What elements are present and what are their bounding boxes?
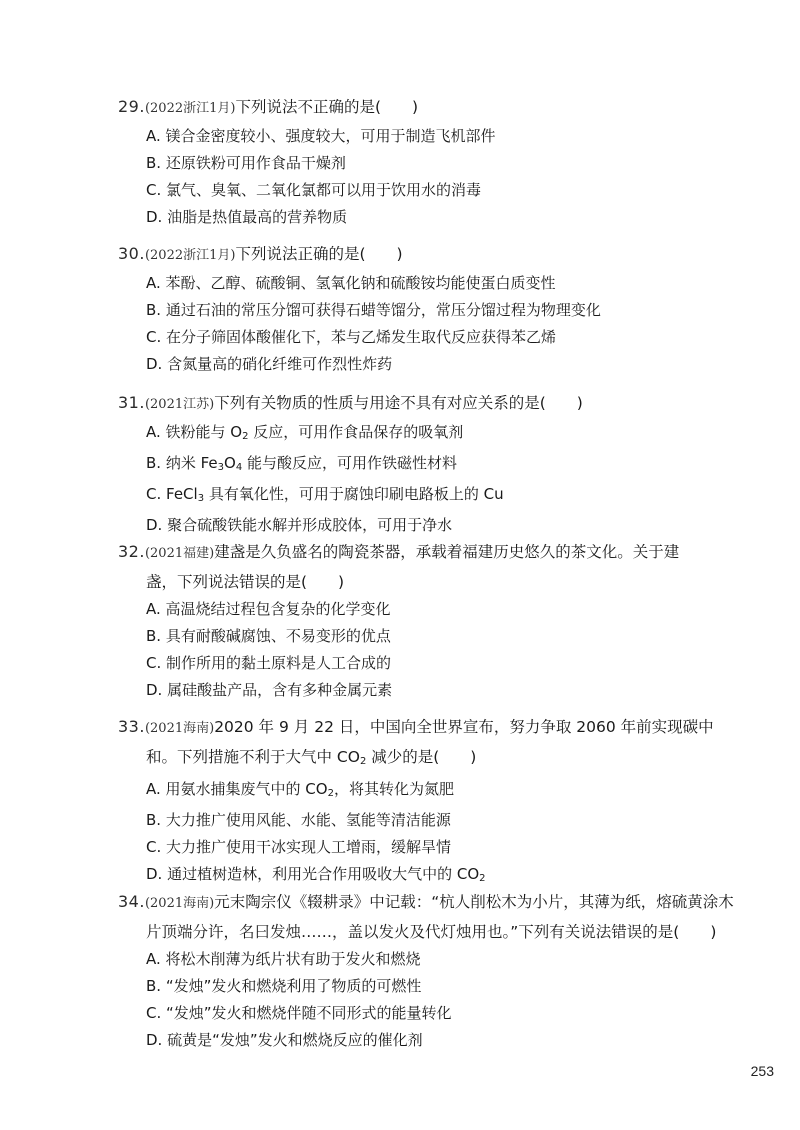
question-stem	[118, 888, 734, 918]
question-stem	[118, 240, 718, 270]
question-number: 32.	[118, 542, 145, 561]
option-c: C. 制作所用的黏土原料是人工合成的	[146, 654, 392, 672]
option-c: C. 在分子筛固体酸催化下，苯与乙烯发生取代反应获得苯乙烯	[146, 328, 557, 346]
option-b: B. 纳米 $Fe_3O_4$ 能与酸反应，可用作铁磁性材料	[146, 454, 457, 473]
question-text-continued: 盏，下列说法错误的是( )	[146, 573, 345, 591]
option-b: B. “发烛”发火和燃烧利用了物质的可燃性	[146, 977, 422, 995]
question-33	[118, 713, 718, 892]
question-text: 下列说法不正确的是( )	[235, 98, 419, 116]
question-32	[118, 538, 718, 704]
question-text: 元末陶宗仪《辍耕录》中记载：“杭人削松木为小片，其薄为纸，熔硫黄涂木	[214, 893, 734, 911]
option-a: A. 苯酚、乙醇、硫酸铜、氢氧化钠和硫酸铵均能使蛋白质变性	[146, 274, 556, 292]
option-b: B. 通过石油的常压分馏可获得石蜡等馏分，常压分馏过程为物理变化	[146, 301, 601, 319]
option-c: C. “发烛”发火和燃烧伴随不同形式的能量转化	[146, 1004, 452, 1022]
option-d: D. 聚合硫酸铁能水解并形成胶体，可用于净水	[146, 516, 453, 534]
option-a: A. 高温烧结过程包含复杂的化学变化	[146, 600, 391, 618]
question-source: (2021海南)	[144, 896, 215, 911]
option-d: D. 含氮量高的硝化纤维可作烈性炸药	[146, 355, 393, 373]
question-text: 下列说法正确的是( )	[235, 245, 403, 263]
question-31	[118, 389, 718, 539]
question-30	[118, 240, 718, 378]
option-d: D. 硫黄是“发烛”发火和燃烧反应的催化剂	[146, 1031, 423, 1049]
question-text: 2020 年 9 月 22 日，中国向全世界宣布，努力争取 2060 年前实现碳中	[214, 718, 714, 736]
question-number: 33.	[118, 717, 145, 736]
question-source: (2021江苏)	[144, 397, 215, 412]
question-text: 建盏是久负盛名的陶瓷茶器，承载着福建历史悠久的茶文化。关于建	[214, 543, 680, 561]
option-c: C. 大力推广使用干冰实现人工增雨，缓解旱情	[146, 838, 452, 856]
question-stem	[118, 389, 718, 419]
question-source: (2022浙江1月)	[144, 248, 236, 263]
question-number: 31.	[118, 393, 145, 412]
question-source: (2021海南)	[144, 721, 215, 736]
question-stem	[118, 538, 718, 568]
question-text: 下列有关物质的性质与用途不具有对应关系的是( )	[214, 394, 583, 412]
question-text-continued: 片顶端分许，名曰发烛……，盖以发火及代灯烛用也。”下列有关说法错误的是( )	[146, 923, 717, 941]
question-text-continued: 和。下列措施不利于大气中 $CO_2$ 减少的是( )	[146, 748, 477, 767]
option-c: C. FeCl$_3$ 具有氧化性，可用于腐蚀印刷电路板上的 Cu	[146, 485, 504, 504]
option-d: D. 属硅酸盐产品，含有多种金属元素	[146, 681, 393, 699]
question-stem	[118, 93, 718, 123]
option-a: A. 将松木削薄为纸片状有助于发火和燃烧	[146, 950, 421, 968]
question-stem	[118, 713, 718, 743]
option-a: A. 镁合金密度较小、强度较大，可用于制造飞机部件	[146, 127, 496, 145]
question-29	[118, 93, 718, 231]
option-b: B. 大力推广使用风能、水能、氢能等清洁能源	[146, 811, 451, 829]
question-number: 34.	[118, 892, 145, 911]
question-34	[118, 888, 734, 1054]
option-a: A. 铁粉能与 $O_2$ 反应，可用作食品保存的吸氧剂	[146, 423, 464, 442]
question-source: (2022浙江1月)	[144, 101, 236, 116]
option-b: B. 具有耐酸碱腐蚀、不易变形的优点	[146, 627, 391, 645]
option-b: B. 还原铁粉可用作食品干燥剂	[146, 154, 346, 172]
option-a: A. 用氨水捕集废气中的 $CO_2$，将其转化为氮肥	[146, 780, 454, 799]
option-d: D. 通过植树造林，利用光合作用吸收大气中的 $CO_2$	[146, 865, 486, 884]
option-c: C. 氯气、臭氧、二氧化氯都可以用于饮用水的消毒	[146, 181, 482, 199]
page-number: 253	[750, 1063, 774, 1079]
option-d: D. 油脂是热值最高的营养物质	[146, 208, 348, 226]
question-number: 30.	[118, 244, 145, 263]
question-number: 29.	[118, 97, 145, 116]
question-source: (2021福建)	[144, 546, 215, 561]
